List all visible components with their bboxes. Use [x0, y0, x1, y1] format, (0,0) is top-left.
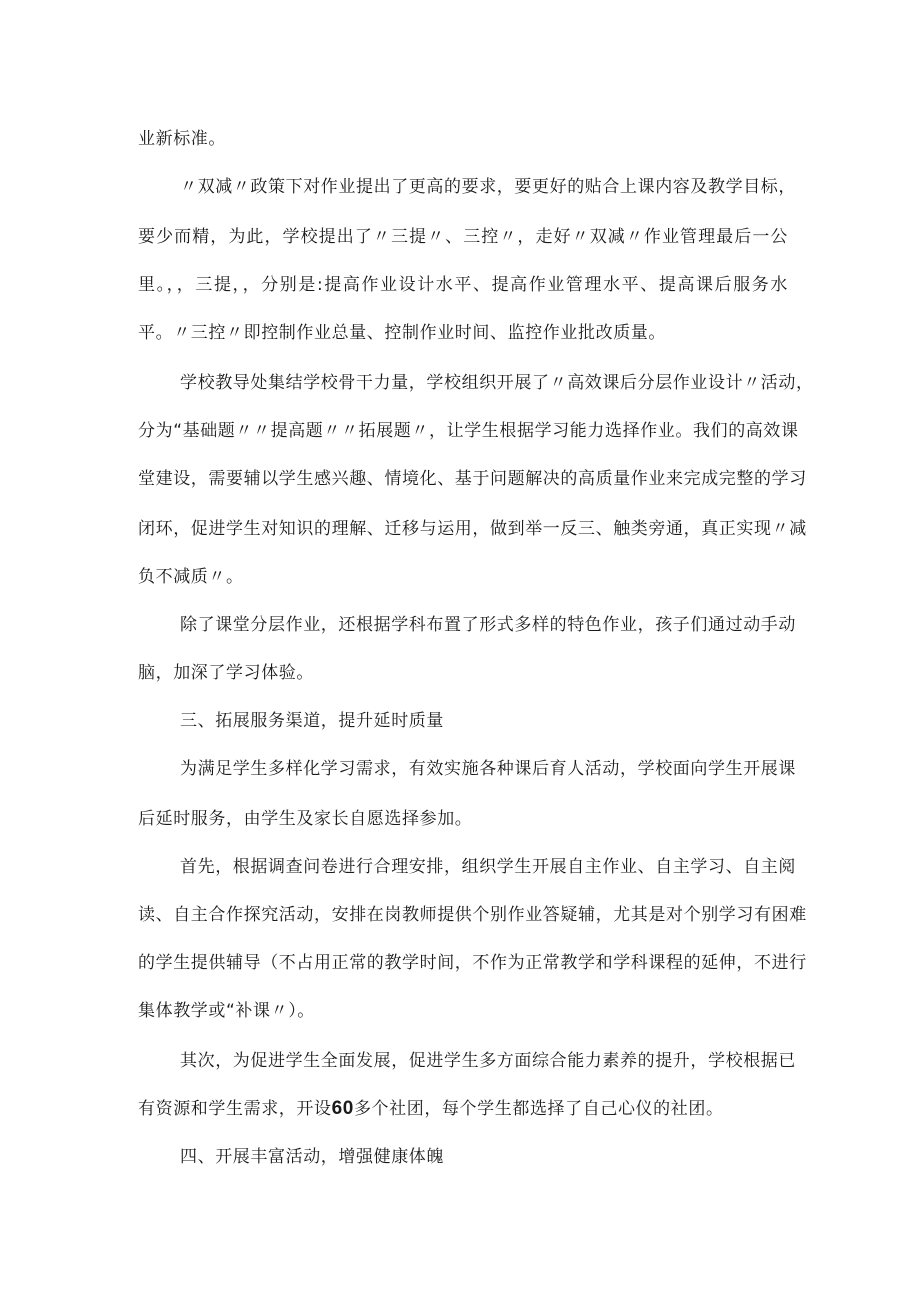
paragraph-line: 的学生提供辅导（不占用正常的教学时间，不作为正常教学和学科课程的延伸，不进行: [138, 953, 807, 973]
paragraph-line: 学校教导处集结学校骨干力量，学校组织开展了〃高效课后分层作业设计〃活动，: [180, 373, 814, 393]
paragraph-line: 除了课堂分层作业，还根据学科布置了形式多样的特色作业，孩子们通过动手动: [180, 615, 796, 635]
paragraph-line: 要少而精，为此，学校提出了〃三提〃、三控〃，走好〃双减〃作业管理最后一公: [138, 227, 788, 247]
paragraph-line: 堂建设，需要辅以学生感兴趣、情境化、基于问题解决的高质量作业来完成完整的学习: [138, 469, 807, 489]
paragraph-line: 首先，根据调查问卷进行合理安排，组织学生开展自主作业、自主学习、自主阅: [180, 857, 796, 877]
paragraph-line: 后延时服务，由学生及家长自愿选择参加。: [138, 809, 473, 829]
club-count: 60: [331, 1098, 354, 1119]
paragraph-line: 其次，为促进学生全面发展，促进学生多方面综合能力素养的提升，学校根据已: [180, 1051, 796, 1071]
paragraph-line: 分为“基础题〃〃提高题〃〃拓展题〃，让学生根据学习能力选择作业。我们的高效课: [138, 421, 799, 441]
paragraph-line: 集体教学或“补课〃）。: [138, 1001, 315, 1021]
paragraph-line: 脑，加深了学习体验。: [138, 663, 314, 683]
paragraph-line: 〃双减〃政策下对作业提出了更高的要求，要更好的贴合上课内容及教学目标，: [180, 177, 796, 197]
paragraph-line: [138, 1098, 788, 1120]
paragraph-line: 里。，，三提，，分别是:提高作业设计水平、提高作业管理水平、提高课后服务水: [138, 275, 788, 295]
text-segment: 多个社团，每个学生都选择了自己心仪的社团。: [353, 1099, 724, 1119]
section-heading: 四、开展丰富活动，增强健康体魄: [180, 1147, 444, 1167]
text-line: 业新标准。: [138, 129, 226, 149]
paragraph-line: 平。〃三控〃即控制作业总量、控制作业时间、监控作业批改质量。: [138, 323, 666, 343]
text-segment: 有资源和学生需求，开设: [138, 1099, 332, 1119]
paragraph-line: 读、自主合作探究活动，安排在岗教师提供个别作业答疑辅，尤其是对个别学习有困难: [138, 905, 807, 925]
paragraph-line: 为满足学生多样化学习需求，有效实施各种课后育人活动，学校面向学生开展课: [180, 759, 796, 779]
section-heading: 三、拓展服务渠道，提升延时质量: [180, 711, 444, 731]
paragraph-line: 闭环，促进学生对知识的理解、迁移与运用，做到举一反三、触类旁通，真正实现〃减: [138, 519, 807, 539]
paragraph-line: 负不减质〃。: [138, 567, 244, 587]
